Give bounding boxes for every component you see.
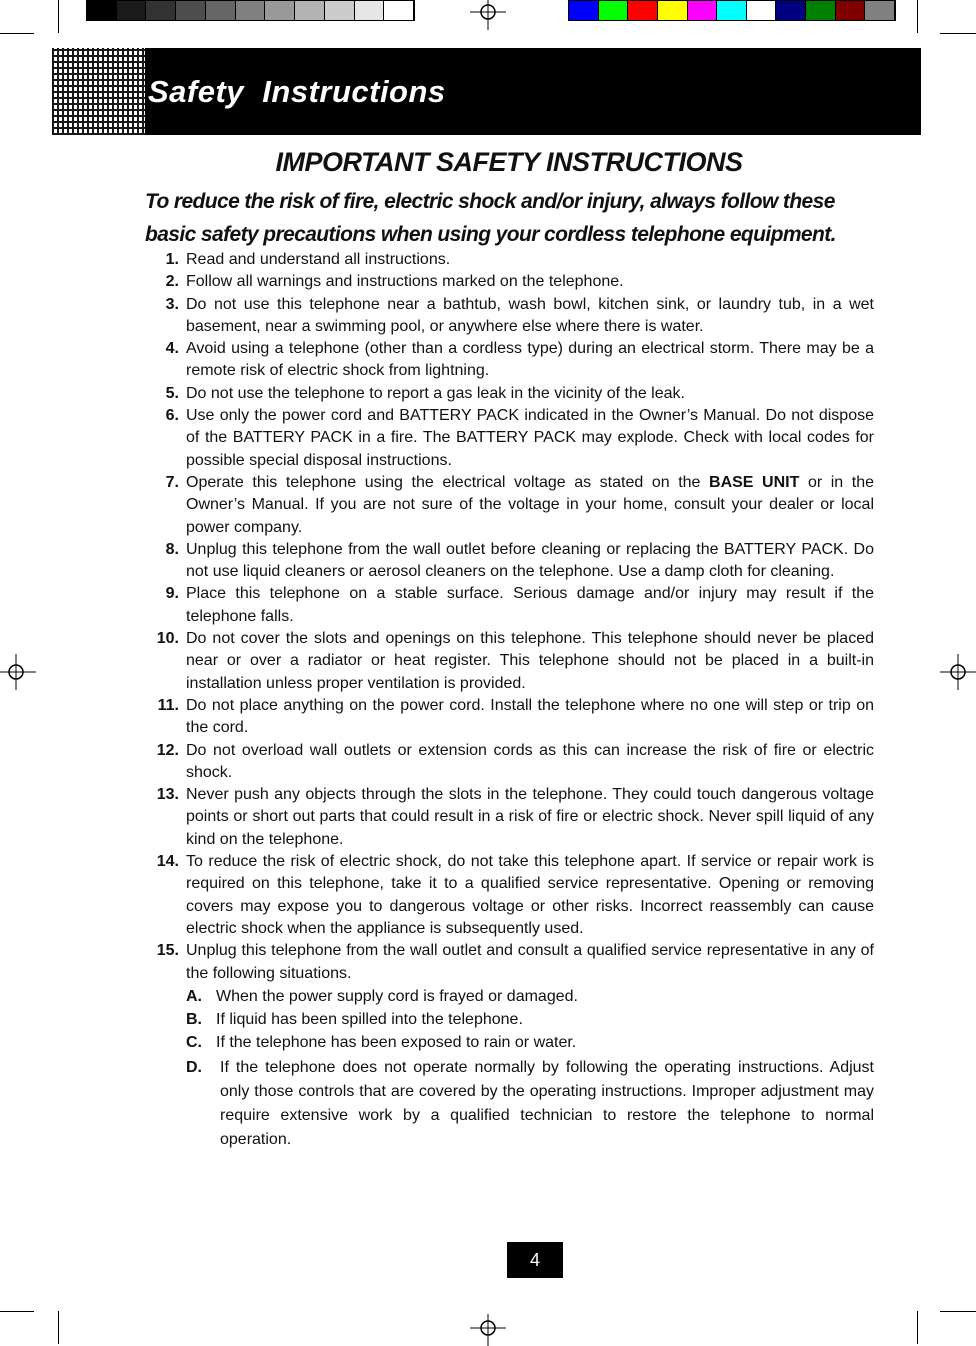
sub-item-letter: D. <box>186 1058 202 1076</box>
item-number: 2. <box>165 273 179 291</box>
item-number: 4. <box>165 340 179 358</box>
registration-mark-top <box>470 0 506 36</box>
item-text: Unplug this telephone from the wall outlet and consult a qualified service representative in any of the following situations. <box>186 942 874 982</box>
item-text: Do not cover the slots and openings on this telephone. This telephone should never be placed near or over a radiator or heat register. This telephone should not be placed in a built-in installation unless proper ventilation is provided. <box>186 630 874 692</box>
color-swatch <box>836 1 866 20</box>
sub-item-text: If liquid has been spilled into the telephone. <box>216 1011 523 1029</box>
list-item <box>140 740 874 785</box>
list-item <box>140 851 874 940</box>
list-item <box>140 338 874 383</box>
color-swatch <box>865 1 895 20</box>
grey-swatch <box>236 1 266 20</box>
sub-item <box>186 986 874 1008</box>
sub-item-letter: A. <box>186 987 202 1005</box>
grey-swatch <box>265 1 295 20</box>
item-number: 9. <box>165 585 179 603</box>
crop-mark-top-right-v <box>917 0 918 33</box>
item-text: Follow all warnings and instructions marked on the telephone. <box>186 273 624 291</box>
crop-mark-bottom-right-v <box>917 1311 918 1344</box>
color-swatch <box>688 1 718 20</box>
sub-item <box>186 1009 874 1031</box>
list-item <box>140 940 874 985</box>
item-text: Place this telephone on a stable surface. Serious damage and/or injury may result if the telephone falls. <box>186 585 874 625</box>
item-text-bold: BASE UNIT <box>709 473 800 491</box>
sub-item-text: If the telephone does not operate normally by following the operating instructions. Adjust only those controls that are covered by the operating instructions. Improper adjustment may require extensive work by a qualified technician to restore the telephone to normal operation. <box>220 1058 874 1148</box>
grey-swatch <box>206 1 236 20</box>
list-item <box>140 628 874 695</box>
item-text: Do not overload wall outlets or extension cords as this can increase the risk of fire or electric shock. <box>186 741 874 781</box>
item-text: Never push any objects through the slots in the telephone. They could touch dangerous voltage points or short out parts that could result in a risk of fire or electric shock. Never spill liquid of any kind on the telephone. <box>186 786 874 848</box>
item-text: Operate this telephone using the electrical voltage as stated on the <box>186 473 710 491</box>
item-number: 15. <box>156 942 179 960</box>
crop-mark-bottom-left-v <box>58 1311 59 1344</box>
color-swatch <box>717 1 747 20</box>
item-number: 8. <box>165 540 179 558</box>
list-item <box>140 249 874 271</box>
color-swatch <box>776 1 806 20</box>
item-number: 5. <box>165 384 179 402</box>
list-item <box>140 583 874 628</box>
color-swatch <box>599 1 629 20</box>
crop-mark-bottom-left-h <box>0 1311 34 1312</box>
sub-item-letter: C. <box>186 1034 202 1052</box>
header-texture <box>52 48 145 135</box>
item-number: 7. <box>165 473 179 491</box>
list-item <box>140 472 874 539</box>
list-item <box>140 784 874 851</box>
item-text: or in the Owner’s Manual. If you are not sure of the voltage in your home, consult your dealer or local power company. <box>186 473 875 536</box>
list-item <box>140 695 874 740</box>
sub-list <box>140 986 874 1152</box>
header-title: Safety Instructions <box>148 74 446 109</box>
sub-item-text: If the telephone has been exposed to rain or water. <box>216 1034 577 1052</box>
item-text: Read and understand all instructions. <box>186 251 451 268</box>
sub-item <box>186 1056 874 1152</box>
color-swatch <box>628 1 658 20</box>
crop-mark-top-left-h <box>0 33 34 34</box>
list-item <box>140 271 874 293</box>
item-number: 3. <box>165 295 179 313</box>
item-text: Do not use this telephone near a bathtub, wash bowl, kitchen sink, or laundry tub, in a wet basement, near a swimming pool, or anywhere else where there is water. <box>186 295 874 335</box>
page-title: IMPORTANT SAFETY INSTRUCTIONS <box>275 147 743 177</box>
color-swatch <box>569 1 599 20</box>
item-number: 11. <box>157 696 179 714</box>
list-item <box>140 405 874 472</box>
grey-swatch <box>325 1 355 20</box>
item-number: 13. <box>156 786 179 804</box>
registration-mark-left <box>0 654 36 690</box>
sub-item-text: When the power supply cord is frayed or damaged. <box>216 987 578 1005</box>
grey-swatch <box>355 1 385 20</box>
sub-item-letter: B. <box>186 1011 202 1029</box>
grey-swatch <box>384 1 414 20</box>
item-number: 14. <box>156 853 179 871</box>
grey-swatch <box>117 1 147 20</box>
crop-mark-top-right-h <box>940 33 976 34</box>
item-text: Use only the power cord and BATTERY PACK indicated in the Owner’s Manual. Do not dispose of the BATTERY PACK in a fire. The BATTERY PACK may explode. Check with local codes for possible special disposal instructions. <box>186 407 874 469</box>
grey-swatch <box>87 1 117 20</box>
item-text: Avoid using a telephone (other than a cordless type) during an electrical storm. There may be a remote risk of electric shock from lightning. <box>186 340 874 380</box>
sub-item <box>186 1032 874 1054</box>
grey-swatch <box>295 1 325 20</box>
page-number: 4 <box>507 1242 563 1278</box>
instruction-list <box>140 249 874 1152</box>
grey-calibration-strip <box>86 0 415 21</box>
crop-mark-bottom-right-h <box>940 1311 976 1312</box>
list-item <box>140 383 874 405</box>
grey-swatch <box>176 1 206 20</box>
color-swatch <box>658 1 688 20</box>
item-number: 12. <box>156 741 179 759</box>
crop-mark-top-left-v <box>58 0 59 33</box>
list-item <box>140 539 874 584</box>
list-item <box>140 294 874 339</box>
item-number: 6. <box>165 407 179 425</box>
intro-text: To reduce the risk of fire, electric shock and/or injury, always follow these basic safety precautions when using your cordless telephone equipment. <box>145 190 836 246</box>
registration-mark-bottom <box>470 1310 506 1346</box>
item-text: Do not use the telephone to report a gas leak in the vicinity of the leak. <box>186 384 685 402</box>
color-swatch <box>747 1 777 20</box>
registration-mark-right <box>940 654 976 690</box>
item-number: 1. <box>165 251 179 268</box>
item-text: Unplug this telephone from the wall outlet before cleaning or replacing the BATTERY PACK. Do not use liquid cleaners or aerosol cleaners on the telephone. Use a damp cloth for cleaning. <box>186 540 874 581</box>
color-swatch <box>806 1 836 20</box>
item-text: To reduce the risk of electric shock, do not take this telephone apart. If service or repair work is required on this telephone, take it to a qualified service representative. Opening or removing covers may expose you to dangerous voltage or other risks. Incorrect reassembly can cause electric shock when the appliance is subsequently used. <box>186 853 874 937</box>
item-number: 10. <box>156 630 179 648</box>
grey-swatch <box>146 1 176 20</box>
item-text: Do not place anything on the power cord. Install the telephone where no one will step or trip on the cord. <box>186 696 874 737</box>
color-calibration-strip <box>568 0 896 21</box>
